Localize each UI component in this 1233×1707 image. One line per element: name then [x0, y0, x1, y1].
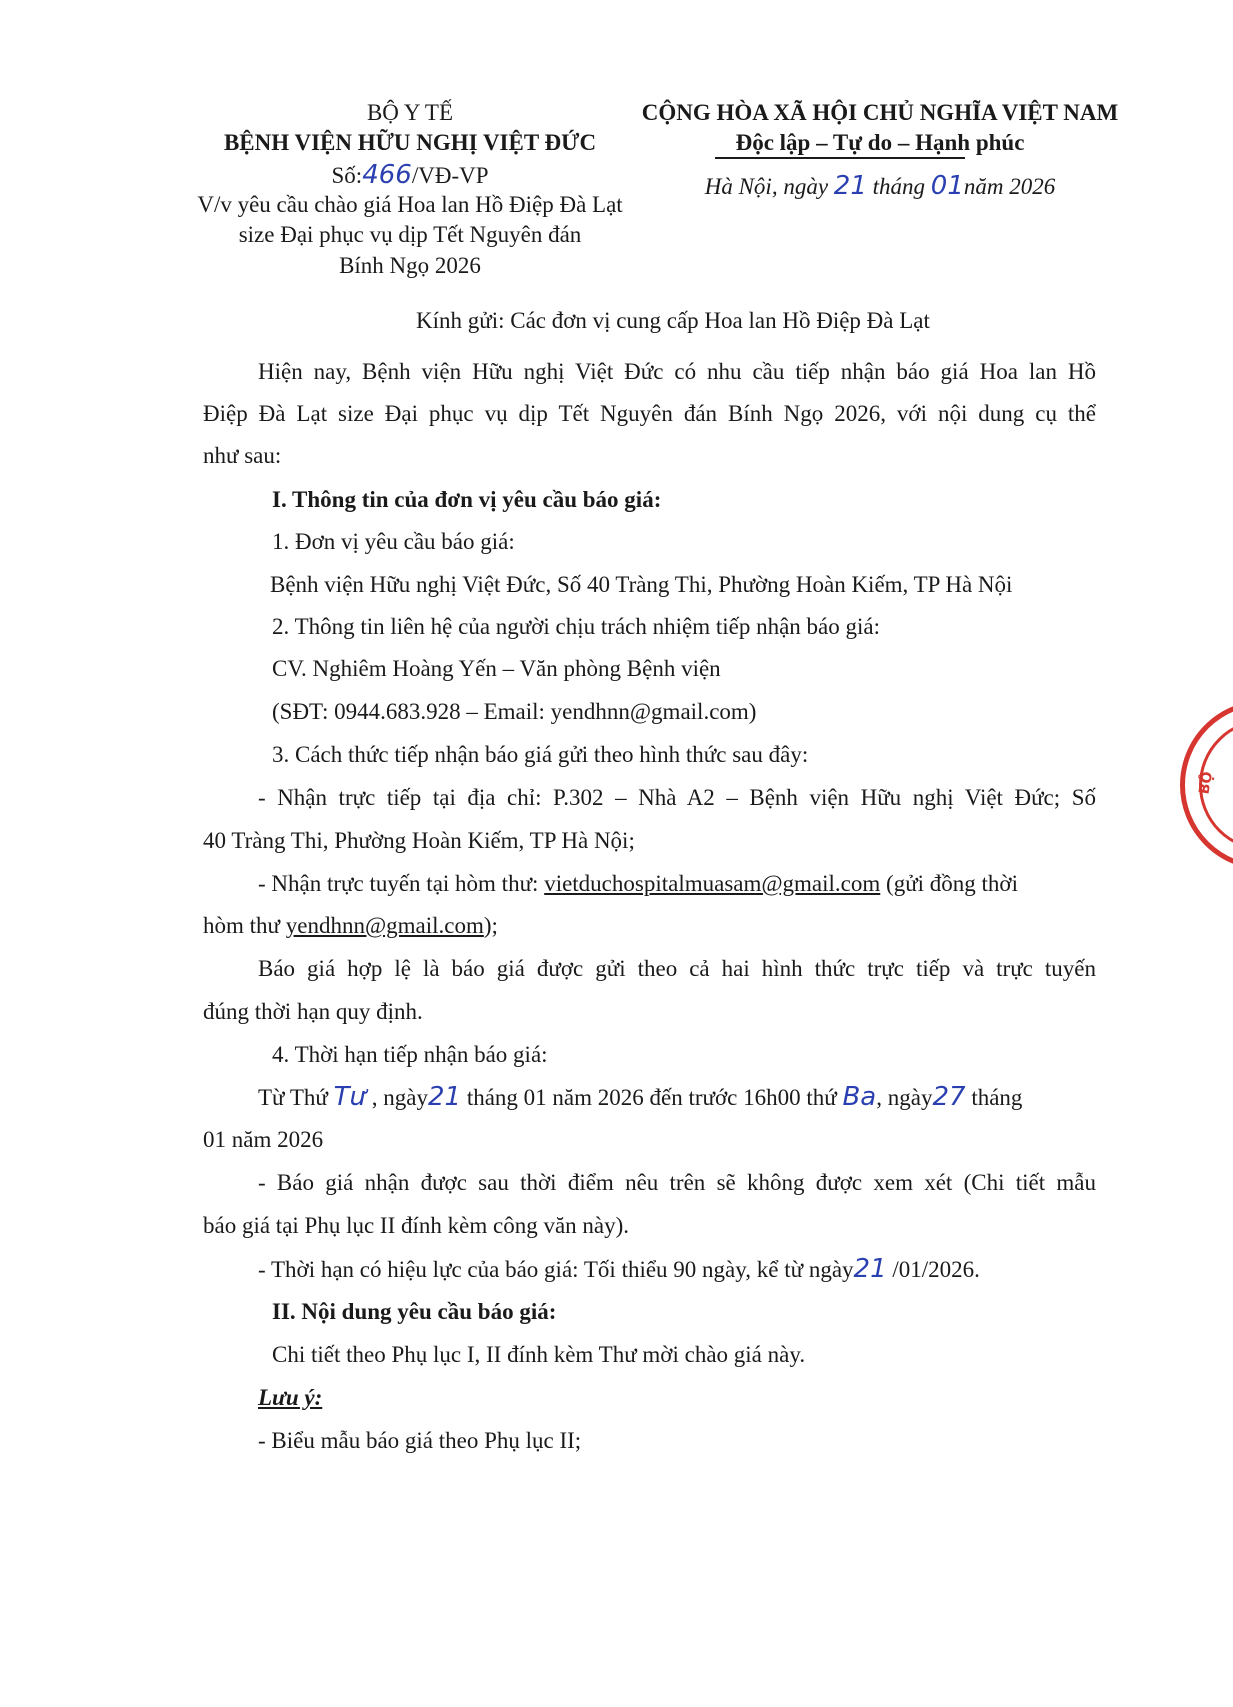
intro-line-2: Điệp Đà Lạt size Đại phục vụ dịp Tết Nguyên đán Bính Ngọ 2026, với nội dung cụ thể — [203, 401, 1096, 426]
date-month-handwritten: 01 — [930, 171, 964, 201]
date-mid: tháng — [872, 174, 926, 199]
online-line2-prefix: hòm thư — [203, 913, 286, 938]
number-prefix: Số: — [331, 163, 363, 188]
late-line-2: báo giá tại Phụ lục II đính kèm công văn này). — [203, 1213, 630, 1238]
weekday-2-handwritten: Ba — [842, 1082, 877, 1112]
item-2-person: CV. Nghiêm Hoàng Yến – Văn phòng Bệnh viện — [272, 656, 721, 681]
item-3-direct-line-1: - Nhận trực tiếp tại địa chỉ: P.302 – Nhà A2 – Bệnh viện Hữu nghị Việt Đức; Số — [258, 785, 1096, 810]
issue-date — [620, 171, 1140, 202]
item-1-text: Bệnh viện Hữu nghị Việt Đức, Số 40 Tràng Thi, Phường Hoàn Kiếm, TP Hà Nội — [270, 572, 1013, 597]
online-line2-suffix: ); — [483, 913, 498, 938]
date-day-handwritten: 21 — [833, 171, 867, 201]
validity-day-handwritten: 21 — [853, 1254, 887, 1284]
republic-title: CỘNG HÒA XÃ HỘI CHỦ NGHĨA VIỆT NAM — [641, 100, 1119, 125]
item-3-direct-line-2: 40 Tràng Thi, Phường Hoàn Kiếm, TP Hà Nội; — [203, 828, 635, 853]
note-title: Lưu ý: — [258, 1385, 323, 1410]
deadline-part-3: tháng 01 năm 2026 đến trước 16h00 thứ — [461, 1085, 843, 1110]
online-suffix: (gửi đồng thời — [880, 871, 1018, 896]
date-prefix: Hà Nội, ngày — [704, 174, 829, 199]
late-line-1: - Báo giá nhận được sau thời điểm nêu trên sẽ không được xem xét (Chi tiết mẫu — [258, 1170, 1096, 1195]
document-number — [150, 160, 670, 191]
section-2-text: Chi tiết theo Phụ lục I, II đính kèm Thư mời chào giá này. — [272, 1342, 806, 1367]
item-4-deadline-line-1 — [258, 1082, 1022, 1113]
subject-line-1: V/v yêu cầu chào giá Hoa lan Hồ Điệp Đà Lạt — [197, 192, 623, 217]
item-3-online-line-1 — [258, 869, 1018, 899]
number-suffix: /VĐ-VP — [411, 163, 489, 188]
date-suffix: năm 2026 — [963, 174, 1056, 199]
item-4-deadline-line-2: 01 năm 2026 — [203, 1127, 324, 1152]
validity-line — [258, 1254, 980, 1285]
recipient-line: Kính gửi: Các đơn vị cung cấp Hoa lan Hồ Điệp Đà Lạt — [416, 308, 930, 333]
number-handwritten: 466 — [362, 160, 412, 190]
hospital-name: BỆNH VIỆN HỮU NGHỊ VIỆT ĐỨC — [223, 130, 597, 155]
valid-line-2: đúng thời hạn quy định. — [203, 999, 423, 1024]
item-4-title: 4. Thời hạn tiếp nhận báo giá: — [272, 1042, 548, 1067]
note-item-1: - Biểu mẫu báo giá theo Phụ lục II; — [258, 1428, 582, 1453]
validity-prefix: - Thời hạn có hiệu lực của báo giá: Tối thiểu 90 ngày, kể từ ngày — [258, 1257, 854, 1282]
subject-line-2: size Đại phục vụ dịp Tết Nguyên đán — [238, 222, 582, 247]
subject-line-3: Bính Ngọ 2026 — [339, 253, 481, 278]
deadline-part-4: , ngày — [876, 1085, 933, 1110]
intro-line-3: như sau: — [203, 443, 282, 468]
motto-underline — [715, 157, 965, 159]
deadline-part-2: , ngày — [366, 1085, 428, 1110]
weekday-1-handwritten: Tư — [333, 1082, 366, 1112]
seal-text: BỘ — [1196, 770, 1217, 796]
deadline-part-5: tháng — [965, 1085, 1023, 1110]
day-1-handwritten: 21 — [427, 1082, 462, 1112]
procurement-email-link[interactable]: vietduchospitalmuasam@gmail.com — [544, 871, 881, 896]
day-2-handwritten: 27 — [932, 1082, 966, 1112]
contact-email-link[interactable]: yendhnn@gmail.com — [285, 913, 484, 938]
item-3-title: 3. Cách thức tiếp nhận báo giá gửi theo hình thức sau đây: — [272, 742, 809, 767]
deadline-part-1: Từ Thứ — [258, 1085, 334, 1110]
ministry-name: BỘ Y TẾ — [366, 100, 454, 125]
item-1-title: 1. Đơn vị yêu cầu báo giá: — [272, 529, 515, 554]
item-3-online-line-2 — [203, 911, 498, 941]
section-2-title: II. Nội dung yêu cầu báo giá: — [272, 1299, 557, 1324]
intro-line-1: Hiện nay, Bệnh viện Hữu nghị Việt Đức có nhu cầu tiếp nhận báo giá Hoa lan Hồ — [258, 359, 1096, 384]
item-2-title: 2. Thông tin liên hệ của người chịu trách nhiệm tiếp nhận báo giá: — [272, 614, 880, 639]
validity-suffix: /01/2026. — [886, 1257, 980, 1282]
valid-line-1: Báo giá hợp lệ là báo giá được gửi theo cả hai hình thức trực tiếp và trực tuyến — [258, 956, 1096, 981]
national-motto: Độc lập – Tự do – Hạnh phúc — [735, 130, 1025, 155]
section-1-title: I. Thông tin của đơn vị yêu cầu báo giá: — [272, 487, 662, 512]
item-2-contact: (SĐT: 0944.683.928 – Email: yendhnn@gmail.com) — [272, 699, 757, 724]
online-prefix: - Nhận trực tuyến tại hòm thư: — [258, 871, 545, 896]
official-seal-stamp — [1180, 700, 1233, 870]
